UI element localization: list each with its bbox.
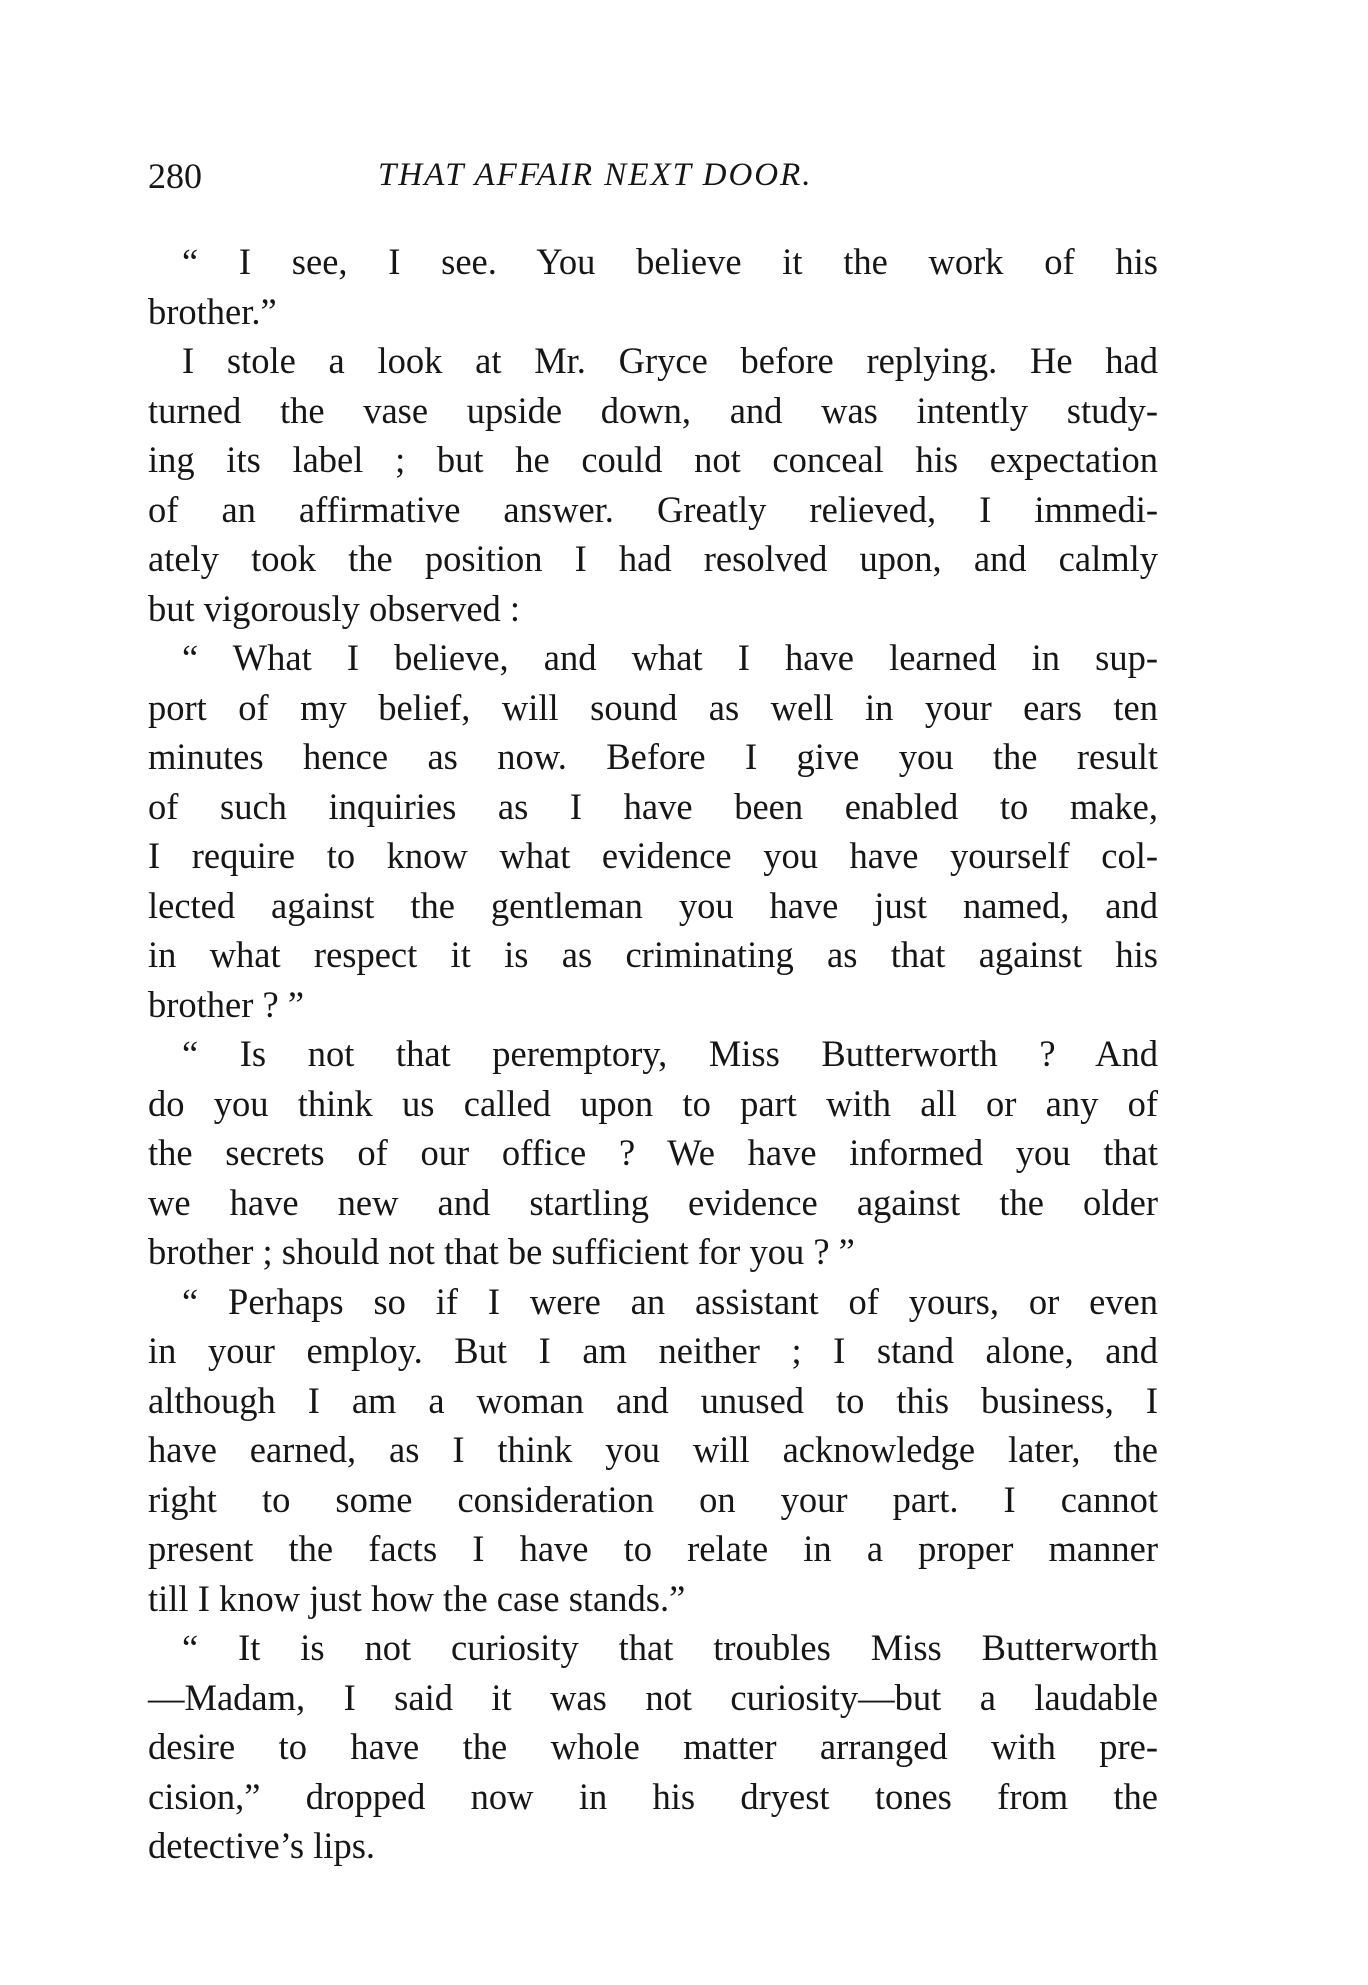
text-line: in what respect it is as criminating as that against his bbox=[148, 934, 1158, 975]
text-line: “ What I believe, and what I have learned in sup- bbox=[182, 637, 1158, 678]
text-line: of such inquiries as I have been enabled to make, bbox=[148, 785, 1158, 827]
text-line: lected against the gentleman you have just named, and bbox=[148, 884, 1158, 926]
text-line: ing its label ; but he could not conceal his expectation bbox=[148, 439, 1158, 480]
text-line: port of my belief, will sound as well in your ears ten bbox=[148, 686, 1158, 728]
text-line: right to some consideration on your part. I cannot bbox=[148, 1478, 1158, 1520]
text-line: brother ? ” bbox=[148, 983, 305, 1025]
text-line: brother.” bbox=[148, 290, 277, 332]
text-line: turned the vase upside down, and was intently study- bbox=[148, 389, 1158, 431]
text-line: of an affirmative answer. Greatly relieved, I immedi- bbox=[148, 488, 1158, 530]
text-line: “ It is not curiosity that troubles Miss Butterworth bbox=[182, 1627, 1158, 1668]
text-line: “ I see, I see. You believe it the work of his bbox=[182, 241, 1158, 282]
text-line: although I am a woman and unused to this business, I bbox=[148, 1379, 1158, 1421]
text-line: brother ; should not that be sufficient for you ? ” bbox=[148, 1231, 855, 1272]
text-line: —Madam, I said it was not curiosity—but a laudable bbox=[148, 1676, 1158, 1718]
text-line: “ Perhaps so if I were an assistant of yours, or even bbox=[182, 1280, 1158, 1322]
text-line: I require to know what evidence you have yourself col- bbox=[148, 835, 1158, 876]
page-number: 280 bbox=[148, 156, 202, 196]
text-line: do you think us called upon to part with all or any of bbox=[148, 1082, 1158, 1124]
text-line: desire to have the whole matter arranged with pre- bbox=[148, 1726, 1158, 1767]
text-line: I stole a look at Mr. Gryce before replying. He had bbox=[182, 340, 1158, 381]
running-title: THAT AFFAIR NEXT DOOR. bbox=[378, 157, 813, 193]
text-line: present the facts I have to relate in a proper manner bbox=[148, 1528, 1158, 1569]
text-line: have earned, as I think you will acknowledge later, the bbox=[148, 1429, 1158, 1470]
text-line: ately took the position I had resolved upon, and calmly bbox=[148, 538, 1158, 579]
page-header bbox=[148, 155, 1158, 215]
text-line: minutes hence as now. Before I give you the result bbox=[148, 736, 1158, 777]
text-line: the secrets of our office ? We have informed you that bbox=[148, 1132, 1158, 1173]
text-line: till I know just how the case stands.” bbox=[148, 1577, 686, 1619]
text-line: in your employ. But I am neither ; I stand alone, and bbox=[148, 1330, 1158, 1371]
text-line: but vigorously observed : bbox=[148, 587, 521, 629]
text-line: “ Is not that peremptory, Miss Butterworth ? And bbox=[182, 1033, 1158, 1074]
text-line: we have new and startling evidence against the older bbox=[148, 1181, 1158, 1223]
text-line: detective’s lips. bbox=[148, 1825, 376, 1866]
body-text bbox=[148, 237, 1158, 1871]
text-line: cision,” dropped now in his dryest tones from the bbox=[148, 1775, 1158, 1817]
